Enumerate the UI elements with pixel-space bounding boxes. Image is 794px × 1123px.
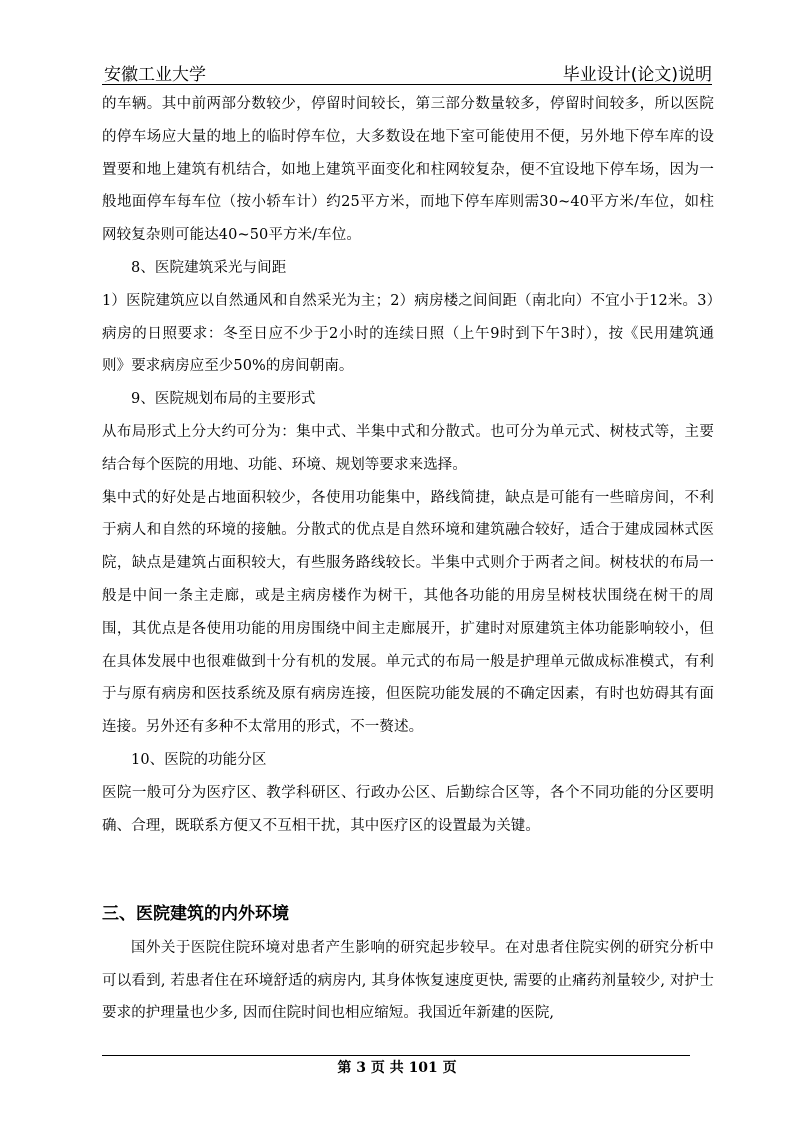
subheading-10: 10、医院的功能分区 xyxy=(131,751,267,768)
paragraph-lighting: 1）医院建筑应以自然通风和自然采光为主；2）病房楼之间间距（南北向）不宜小于12米。3）病房的日照要求：冬至日应不少于2小时的连续日照（上午9时到下午3时），按《民用建筑通则》要求病房应至少50%的房间朝南。 xyxy=(102,292,714,375)
page-header xyxy=(102,56,712,85)
header-university: 安徽工业大学 xyxy=(104,65,206,85)
subheading-9: 9、医院规划布局的主要形式 xyxy=(131,391,316,408)
paragraph-layout-detail: 集中式的好处是占地面积较少，各使用功能集中，路线简捷，缺点是可能有一些暗房间，不利于病人和自然的环境的接触。分散式的优点是自然环境和建筑融合较好，适合于建成园林式医院，缺点是建筑占面积较大，有些服务路线较长。半集中式则介于两者之间。树枝状的布局一般是中间一条主走廊，或是主病房楼作为树干，其他各功能的用房呈树枝状围绕在树干的周围，其优点是各使用功能的用房围绕中间主走廊展开，扩建时对原建筑主体功能影响较小，但在具体发展中也很难做到十分有机的发展。单元式的布局一般是护理单元做成标准模式，有利于与原有病房和医技系统及原有病房连接，但医院功能发展的不确定因素，有时也妨碍其有面连接。另外还有多种不太常用的形式，不一赘述。 xyxy=(102,489,714,736)
header-doc-type: 毕业设计(论文)说明 xyxy=(562,65,712,85)
subheading-8: 8、医院建筑采光与间距 xyxy=(131,259,287,276)
page-number: 第 3 页 共 101 页 xyxy=(337,1060,457,1076)
paragraph-parking: 的车辆。其中前两部分数较少，停留时间较长，第三部分数量较多，停留时间较多，所以医院的停车场应大量的地上的临时停车位，大多数设在地下室可能使用不便，另外地下停车库的设置要和地上建筑有机结合，如地上建筑平面变化和柱网较复杂，便不宜设地下停车场，因为一般地面停车每车位（按小轿车计）约25平方米，而地下停车库则需30~40平方米/车位，如柱网较复杂则可能达40~50平方米/车位。 xyxy=(102,96,714,244)
paragraph-zoning: 医院一般可分为医疗区、教学科研区、行政办公区、后勤综合区等，各个不同功能的分区要明确、合理，既联系方便又不互相干扰，其中医疗区的设置最为关键。 xyxy=(102,784,714,834)
footer-divider xyxy=(102,1055,690,1056)
paragraph-layout-forms: 从布局形式上分大约可分为：集中式、半集中式和分散式。也可分为单元式、树枝式等，主要结合每个医院的用地、功能、环境、规划等要求来选择。 xyxy=(102,423,714,473)
section-title: 三、医院建筑的内外环境 xyxy=(102,904,289,924)
section-body xyxy=(102,932,714,1030)
paragraph-environment: 国外关于医院住院环境对患者产生影响的研究起步较早。在对患者住院实例的研究分析中可以看到, 若患者住在环境舒适的病房内, 其身体恢复速度更快, 需要的止痛药剂量较少, 对护士要求的护理量也少多, 因而住院时间也相应缩短。我国近年新建的医院, xyxy=(102,940,714,1021)
body-text xyxy=(102,88,714,842)
